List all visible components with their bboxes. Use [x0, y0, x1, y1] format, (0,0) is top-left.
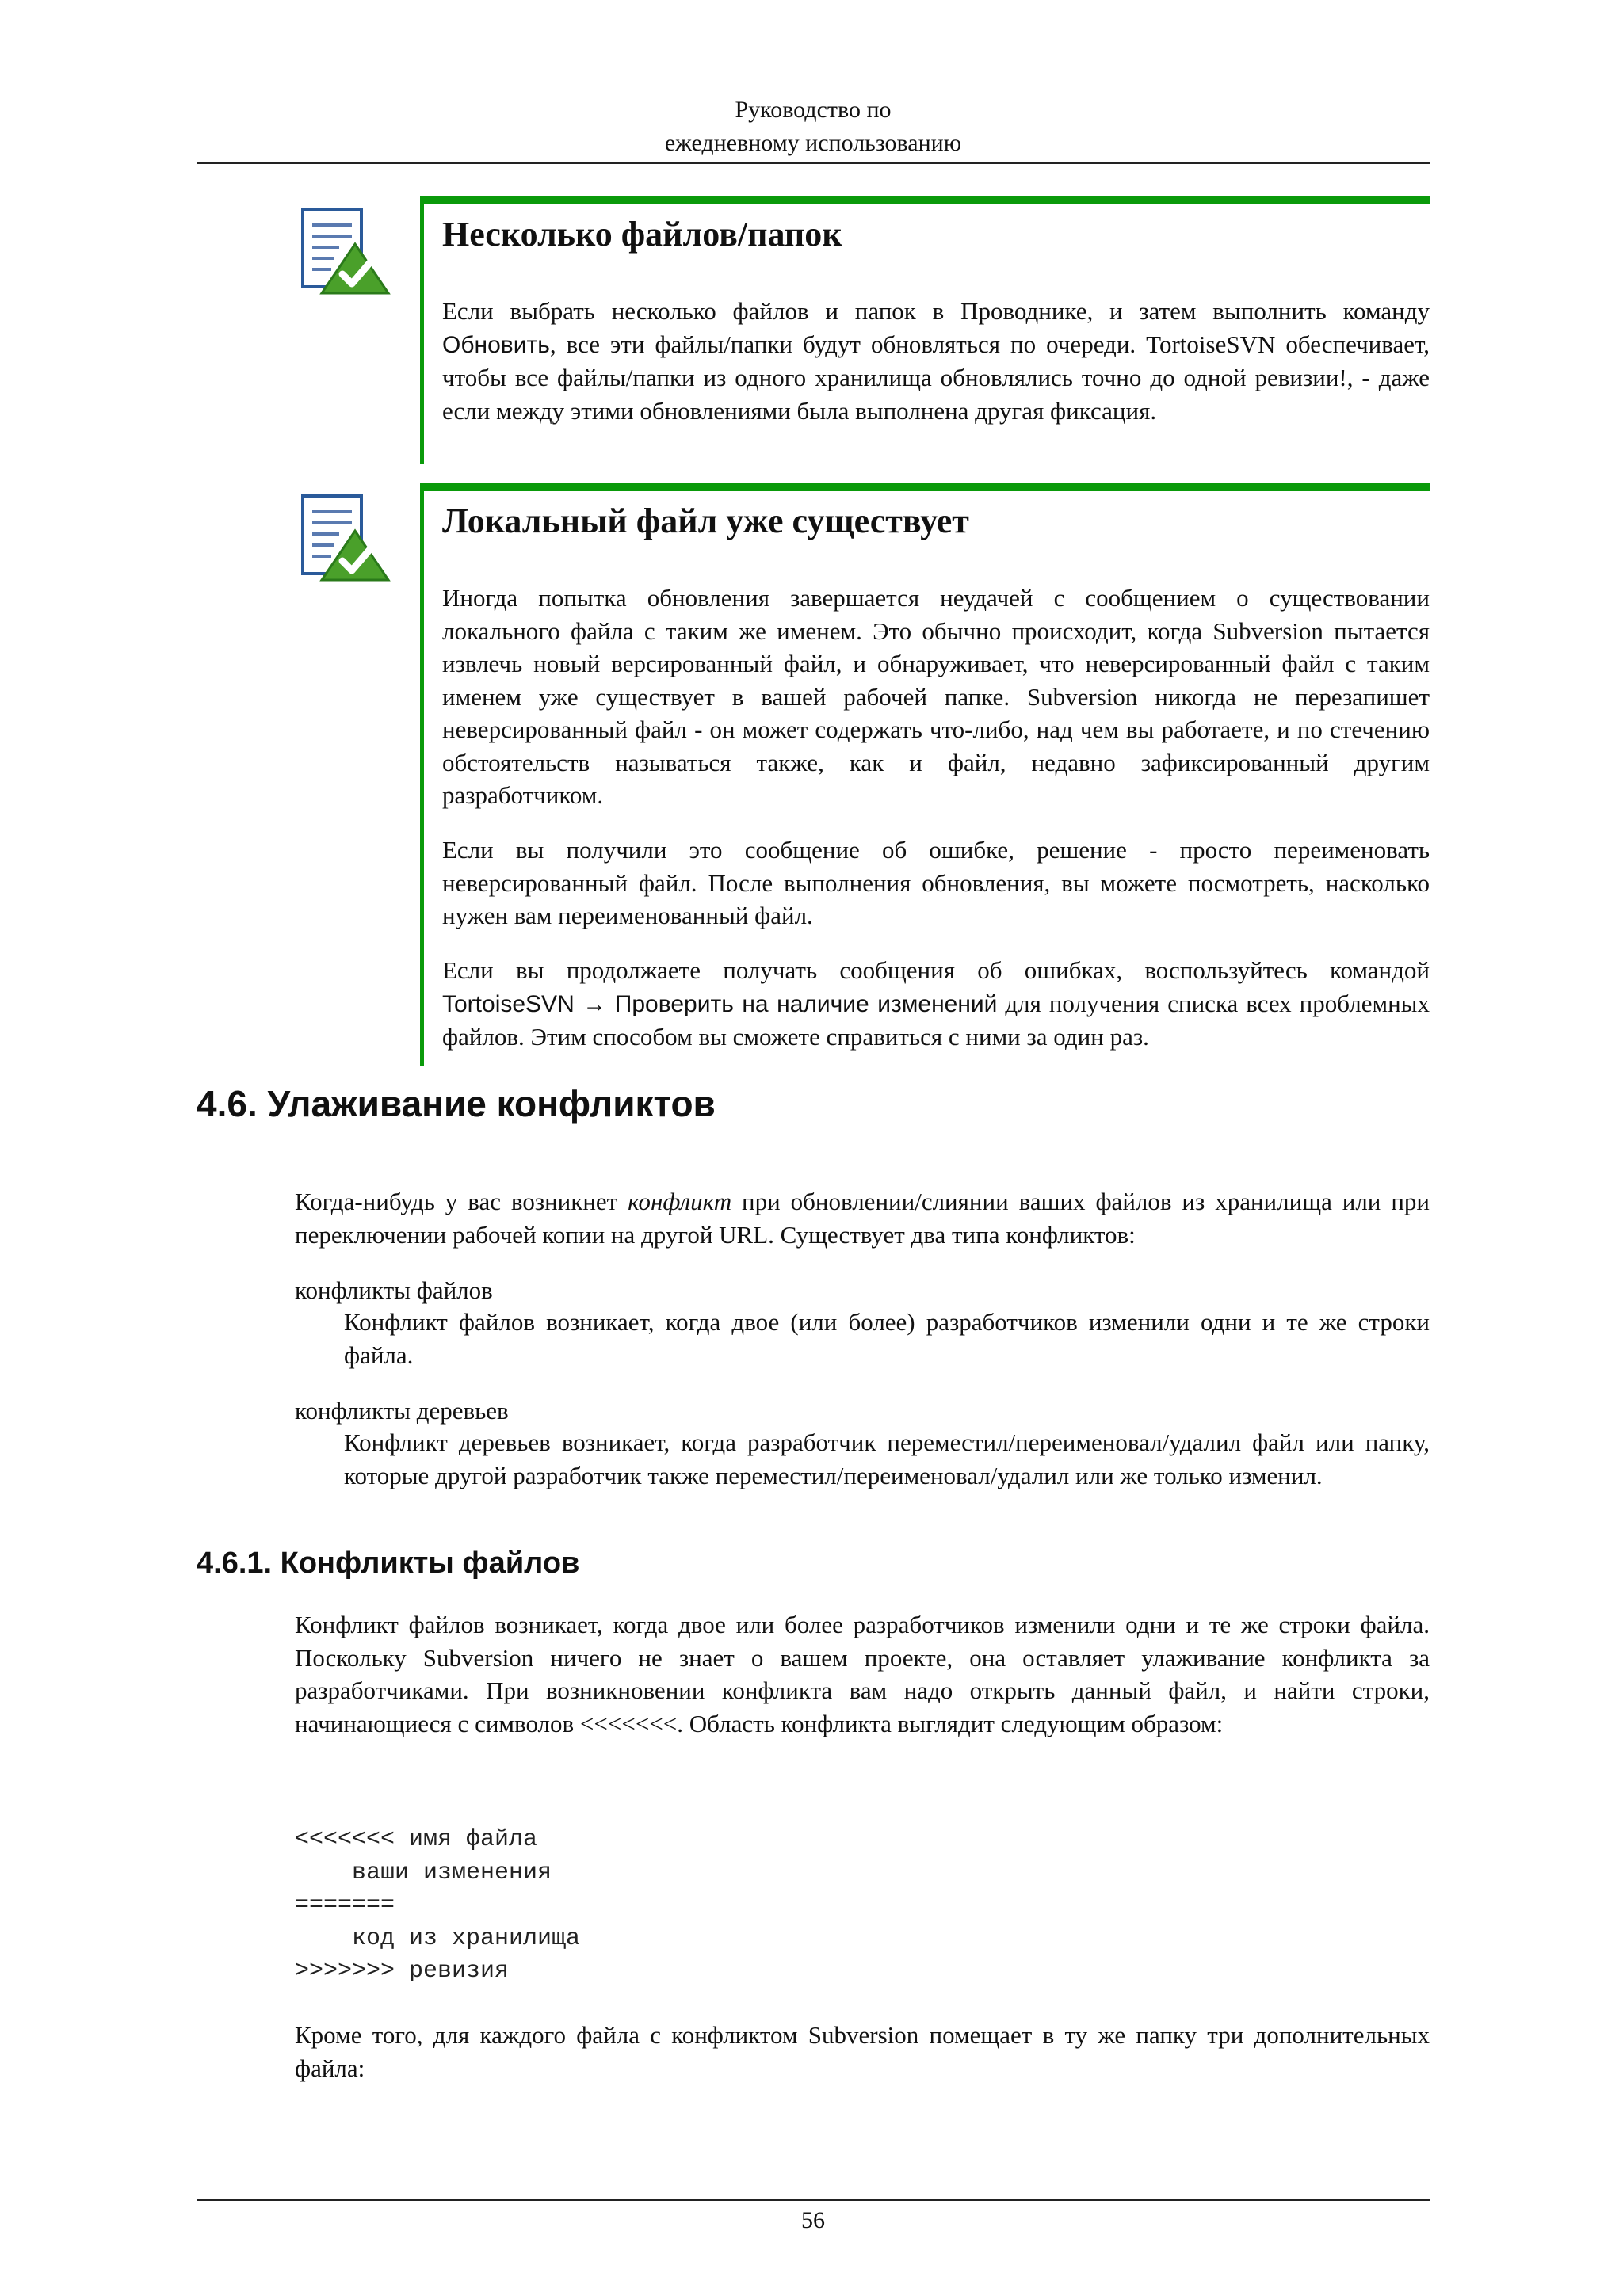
code-line: код из хранилища [295, 1924, 581, 1952]
definition-text: Конфликт файлов возникает, когда двое (или более) разработчиков изменили одни и те же строки файла. [344, 1308, 1430, 1369]
code-line: ======= [295, 1892, 395, 1920]
note-paragraph [442, 295, 1430, 427]
header-line-1: Руководство по [735, 97, 892, 123]
emphasis-term: конфликт [628, 1188, 732, 1215]
gui-command-label: TortoiseSVN → Проверить на наличие изменений [442, 990, 998, 1017]
gui-command-label: Обновить [442, 331, 550, 358]
definition-term: конфликты файлов [295, 1276, 493, 1304]
note-title: Несколько файлов/папок [442, 215, 842, 254]
note-paragraph: Иногда попытка обновления завершается неудачей с сообщением о существовании локального файла с таким же именем. Это обычно происходит, когда Subversion пытается извлечь новый версированный файл, и обнаруживает, что неверсированный файл с таким именем уже существует в вашей рабочей папке. Subversion никогда не перезапишет неверсированный файл - он может содержать что-либо, над чем вы работаете, и по стечению обстоятельств называться также, как и файл, недавно зафиксированный другим разработчиком. [442, 584, 1430, 809]
code-line: >>>>>>> ревизия [295, 1958, 510, 1985]
subsection-paragraph: Кроме того, для каждого файла с конфликтом Subversion помещает в ту же папку три дополнительных файла: [295, 2021, 1430, 2082]
code-line: <<<<<<< имя файла [295, 1826, 538, 1853]
note-paragraph: Если вы получили это сообщение об ошибке, решение - просто переименовать неверсированный файл. После выполнения обновления, вы можете посмотреть, насколько нужен вам переименованный файл. [442, 836, 1430, 929]
intro-text-segment: при обновлении/слиянии ваших файлов из хранилища или при переключении рабочей копии на другой URL. Существует два типа конфликтов: [295, 1188, 1430, 1249]
document-check-icon [300, 491, 393, 588]
subsection-paragraph: Конфликт файлов возникает, когда двое или более разработчиков изменили одни и те же строки файла. Поскольку Subversion ничего не знает о вашем проекте, она оставляет улаживание конфликта за разработчиками. При возникновении конфликта вам надо открыть данный файл, и найти строки, начинающиеся с символов <<<<<<<. Область конфликта выглядит следующим образом: [295, 1611, 1430, 1737]
note-text-segment: , все эти файлы/папки будут обновляться по очереди. TortoiseSVN обеспечивает, чтобы все файлы/папки из одного хранилища обновлялись точно до одной ревизии!, - даже если между этими обновлениями была выполнена другая фиксация. [442, 330, 1430, 425]
note-text-segment: Если выбрать несколько файлов и папок в Проводнике, и затем выполнить команду [442, 297, 1430, 325]
note-paragraph [442, 954, 1430, 1054]
section-heading: 4.6. Улаживание конфликтов [197, 1083, 716, 1124]
note-top-border [420, 483, 1430, 491]
note-left-bar [420, 196, 424, 464]
running-header [197, 93, 1430, 160]
intro-text-segment: Когда-нибудь у вас возникнет [295, 1188, 628, 1215]
subsection-heading: 4.6.1. Конфликты файлов [197, 1547, 580, 1580]
header-line-2: ежедневному использованию [664, 130, 962, 156]
note-top-border [420, 196, 1430, 204]
header-divider [197, 162, 1430, 164]
note-title: Локальный файл уже существует [442, 502, 969, 540]
document-check-icon [300, 204, 393, 301]
note-text-segment: для получения списка всех проблемных файлов. Этим способом вы сможете справиться с ними за один раз. [442, 989, 1430, 1051]
code-listing [295, 1824, 580, 1989]
section-intro [295, 1185, 1430, 1251]
note-left-bar [420, 483, 424, 1066]
page-number: 56 [801, 2207, 825, 2233]
code-line: ваши изменения [295, 1859, 552, 1886]
footer-divider [197, 2199, 1430, 2201]
definition-term: конфликты деревьев [295, 1397, 509, 1425]
definition-text: Конфликт деревьев возникает, когда разработчик переместил/переименовал/удалил файл или папку, которые другой разработчик также переместил/переименовал/удалил или же только изменил. [344, 1428, 1430, 1489]
note-text-segment: Если вы продолжаете получать сообщения об ошибках, воспользуйтесь командой [442, 956, 1430, 984]
